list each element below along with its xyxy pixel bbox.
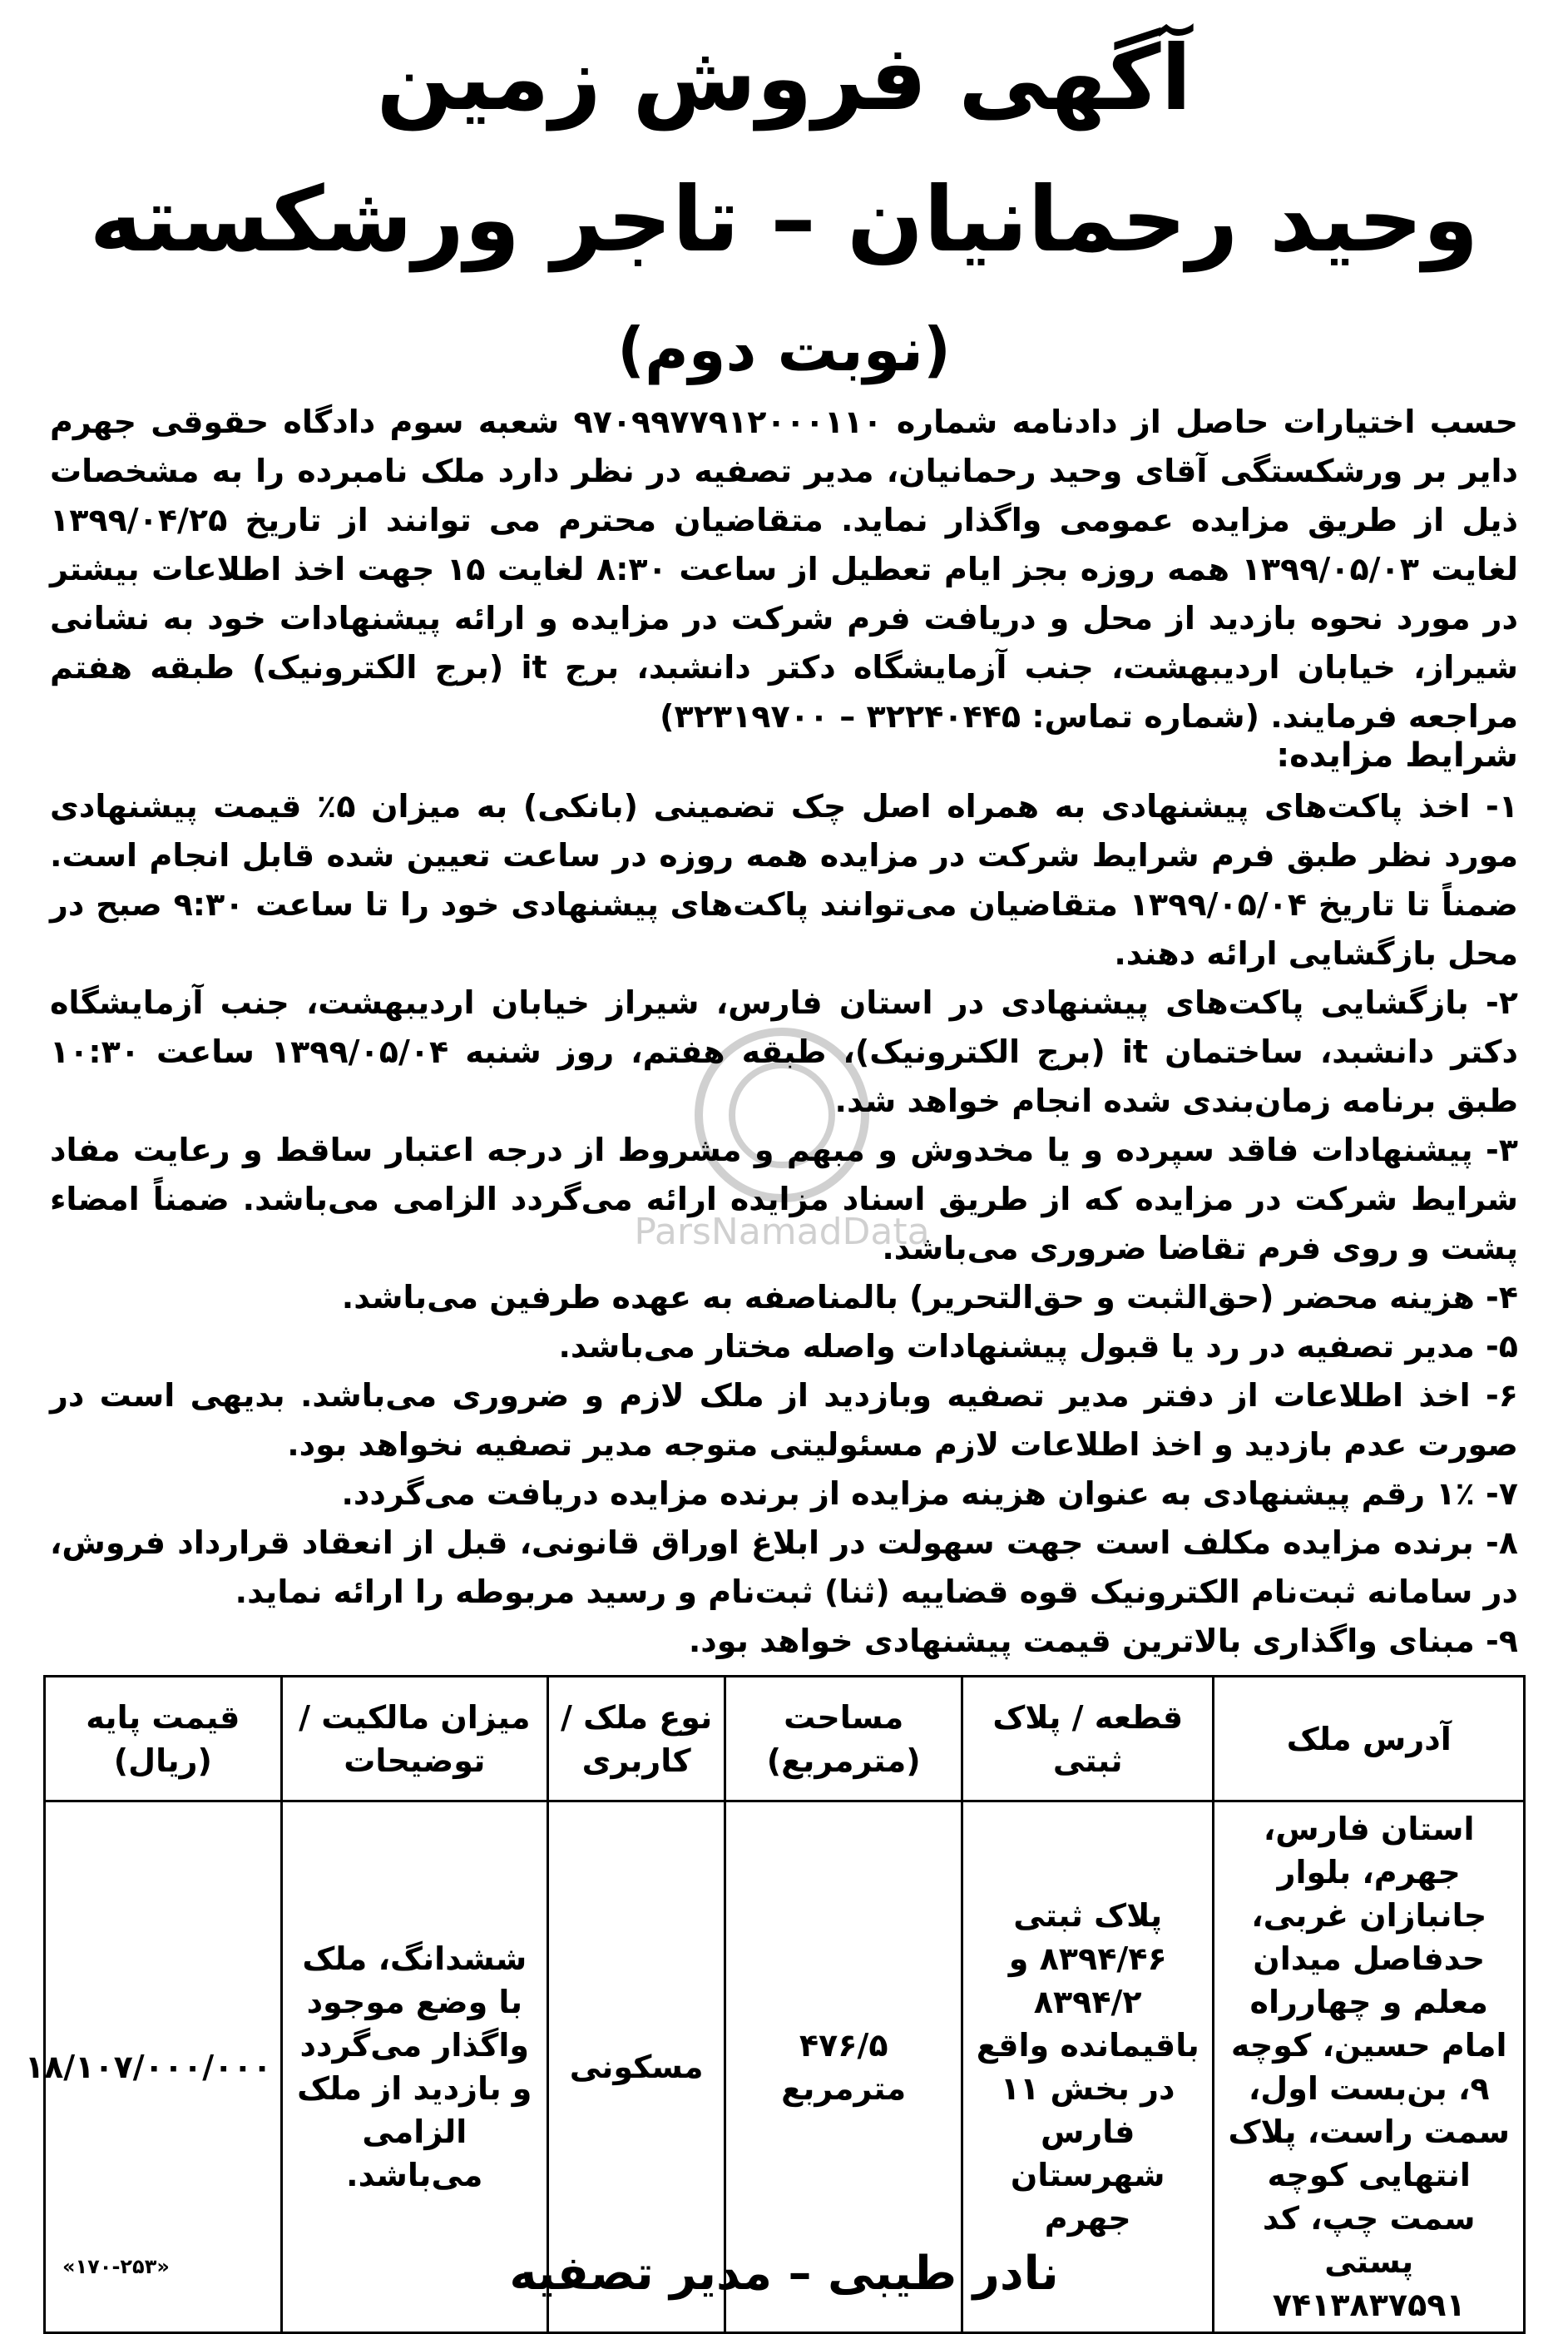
condition-item: ۵- مدیر تصفیه در رد یا قبول پیشنهادات واصله مختار می‌باشد. — [558, 1328, 1518, 1365]
intro-paragraph: حسب اختیارات حاصل از دادنامه شماره ۹۷۰۹۹۷۷۹۱۲۰۰۰۱۱۰ شعبه سوم دادگاه حقوقی جهرم دایر بر ورشکستگی آقای وحید رحمانیان، مدیر تصفیه در نظر دارد ملک نامبرده را به مشخصات ذیل از طریق مزایده عمومی واگذار نماید. متقاضیان محترم می توانند از تاریخ ۱۳۹۹/۰۴/۲۵ لغایت ۱۳۹۹/۰۵/۰۳ همه روزه بجز ایام تعطیل از ساعت ۸:۳۰ لغایت ۱۵ جهت اخذ اطلاعات بیشتر در مورد نحوه بازدید از محل و دریافت فرم شرکت در مزایده و ارائه پیشنهادات خود به نشانی شیراز، خیابان اردیبهشت، جنب آزمایشگاه دکتر دانشبد، برج it (برج الکترونیک) طبقه هفتم مراجعه فرمایند. (شماره تماس: ۳۲۲۴۰۴۴۵ – ۳۲۳۱۹۷۰۰) — [50, 404, 1518, 735]
condition-item: ۴- هزینه محضر (حق‌الثبت و حق‌التحریر) بالمناصفه به عهده طرفین می‌باشد. — [341, 1279, 1518, 1316]
header-address: آدرس ملک — [1214, 1677, 1525, 1801]
condition-item: ۲- بازگشایی پاکت‌های پیشنهادی در استان فارس، شیراز خیابان اردیبهشت، جنب آزمایشگاه دکتر دانشبد، ساختمان it (برج الکترونیک)، طبقه هفتم، روز شنبه ۱۳۹۹/۰۵/۰۴ ساعت ۱۰:۳۰ طبق برنامه زمان‌بندی شده انجام خواهد شد. — [50, 984, 1519, 1119]
condition-item: ۹- مبنای واگذاری بالاترین قیمت پیشنهادی خواهد بود. — [688, 1623, 1518, 1659]
condition-item: ۱- اخذ پاکت‌های پیشنهادی به همراه اصل چک تضمینی (بانکی) به میزان ۵٪ قیمت پیشنهادی مورد نظر طبق فرم شرایط شرکت در مزایده همه روزه در ساعت تعیین شده قابل انجام است. ضمناً تا تاریخ ۱۳۹۹/۰۵/۰۴ متقاضیان می‌توانند پاکت‌های پیشنهادی خود را تا ساعت ۹:۳۰ صبح در محل بازگشایی ارائه دهند. — [50, 788, 1519, 972]
notice-subtitle: وحید رحمانیان – تاجر ورشکسته — [89, 168, 1479, 272]
condition-item: ۶- اخذ اطلاعات از دفتر مدیر تصفیه وبازدید از ملک لازم و ضروری می‌باشد. بدیهی است در صورت عدم بازدید و اخذ اطلاعات لازم مسئولیتی متوجه مدیر تصفیه نخواهد بود. — [50, 1377, 1518, 1463]
condition-item: ۳- پیشنهادات فاقد سپرده و یا مخدوش و مبهم و مشروط از درجه اعتبار ساقط و رعایت مفاد شرایط شرکت در مزایده که از طریق اسناد مزایده ارائه می‌گردد الزامی می‌باشد. ضمناً امضاء پشت و روی فرم تقاضا ضروری می‌باشد. — [50, 1132, 1518, 1266]
property-table — [24, 1675, 1526, 2334]
notice-title: آگهی فروش زمین — [376, 27, 1192, 131]
cell-plaque: پلاک ثبتی ۸۳۹۴/۴۶ و ۸۳۹۴/۲ باقیمانده واقع در بخش ۱۱ فارس شهرستان جهرم — [962, 1801, 1214, 2333]
header-type: نوع ملک / کاربری — [547, 1677, 725, 1801]
cell-type: مسکونی — [547, 1801, 725, 2333]
cell-address: استان فارس، جهرم، بلوار جانبازان غربی، حدفاصل میدان معلم و چهارراه امام حسین، کوچه ۹، بن‌بست اول، سمت راست، پلاک انتهایی کوچه سمت چپ، کد پستی ۷۴۱۳۸۳۷۵۹۱ — [1214, 1801, 1525, 2333]
notice-code: «۱۷۰-۲۵۳» — [62, 2255, 170, 2278]
header-area: مساحت (مترمربع) — [725, 1677, 962, 1801]
header-price: قیمت پایه (ریال) — [45, 1677, 282, 1801]
watermark-logo — [607, 1015, 957, 1265]
header-ownership: میزان مالکیت / توضیحات — [281, 1677, 547, 1801]
signature-line: نادر طیبی – مدیر تصفیه — [509, 2247, 1059, 2301]
svg-text:ParsNamadData: ParsNamadData — [634, 1211, 930, 1253]
notice-round: (نوبت دوم) — [617, 315, 951, 384]
conditions-heading: شرایط مزایده: — [1276, 736, 1518, 775]
cell-ownership: ششدانگ، ملک با وضع موجود واگذار می‌گردد و بازدید از ملک الزامی می‌باشد. — [281, 1801, 547, 2333]
condition-item: ۸- برنده مزایده مکلف است جهت سهولت در ابلاغ اوراق قانونی، قبل از انعقاد قرارداد فروش، در سامانه ثبت‌نام الکترونیک قوه قضاییه (ثنا) ثبت‌نام و رسید مربوطه را ارائه نماید. — [50, 1524, 1518, 1610]
cell-area: ۴۷۶/۵ مترمربع — [725, 1801, 962, 2333]
condition-item: ۷- ۱٪ رقم پیشنهادی به عنوان هزینه مزایده از برنده مزایده دریافت می‌گردد. — [341, 1475, 1518, 1512]
cell-price: ۱۸/۱۰۷/۰۰۰/۰۰۰ — [45, 1801, 282, 2333]
header-plaque: قطعه / پلاک ثبتی — [962, 1677, 1214, 1801]
table-header-row — [45, 1677, 1525, 1801]
